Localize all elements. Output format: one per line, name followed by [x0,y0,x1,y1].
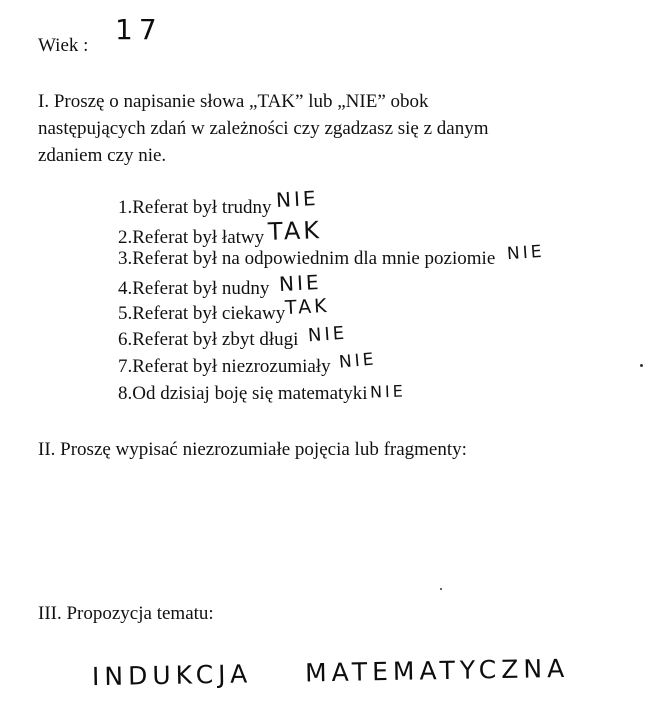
question-label: 2.Referat był łatwy [118,227,265,248]
handwritten-answer: NIE [278,269,323,297]
question-label: 6.Referat był zbyt długi [118,329,299,350]
section1-intro-line-2: następujących zdań w zależności czy zgadzasz się z danym [38,118,489,139]
question-label: 8.Od dzisiaj boję się matematyki [118,383,368,404]
question-item [118,349,377,380]
topic-proposal-answer: INDUKCJA MATEMATYCZNA [91,653,570,692]
age-value: 17 [115,13,163,46]
handwritten-answer: NIE [274,185,319,213]
scan-speck [440,588,442,590]
handwritten-answer: TAK [284,294,331,320]
section2-heading: II. Proszę wypisać niezrozumiałe pojęcia lub fragmenty: [38,439,467,460]
handwritten-answer: TAK [267,216,323,246]
scan-speck [640,364,643,367]
question-label: 4.Referat był nudny [118,278,270,299]
question-item [118,294,331,326]
question-label: 5.Referat był ciekawy [118,303,286,324]
question-item [118,216,323,248]
age-label: Wiek : [38,35,89,56]
handwritten-answer: NIE [506,241,546,265]
question-label: 7.Referat był niezrozumiały [118,356,331,377]
question-item [118,383,405,407]
question-item [118,322,349,353]
question-item [118,241,546,272]
question-label: 3.Referat był na odpowiednim dla mnie poziomie [118,248,496,269]
section3-heading: III. Propozycja tematu: [38,603,214,624]
question-label: 1.Referat był trudny [118,197,272,218]
handwritten-answer: NIE [337,349,377,373]
section1-intro-line-1: I. Proszę o napisanie słowa „TAK” lub „NIE” obok [38,91,429,112]
question-item [118,185,319,218]
section1-intro-line-3: zdaniem czy nie. [38,145,167,166]
handwritten-answer: NIE [369,381,406,402]
handwritten-answer: NIE [307,322,349,347]
question-item [118,269,323,299]
